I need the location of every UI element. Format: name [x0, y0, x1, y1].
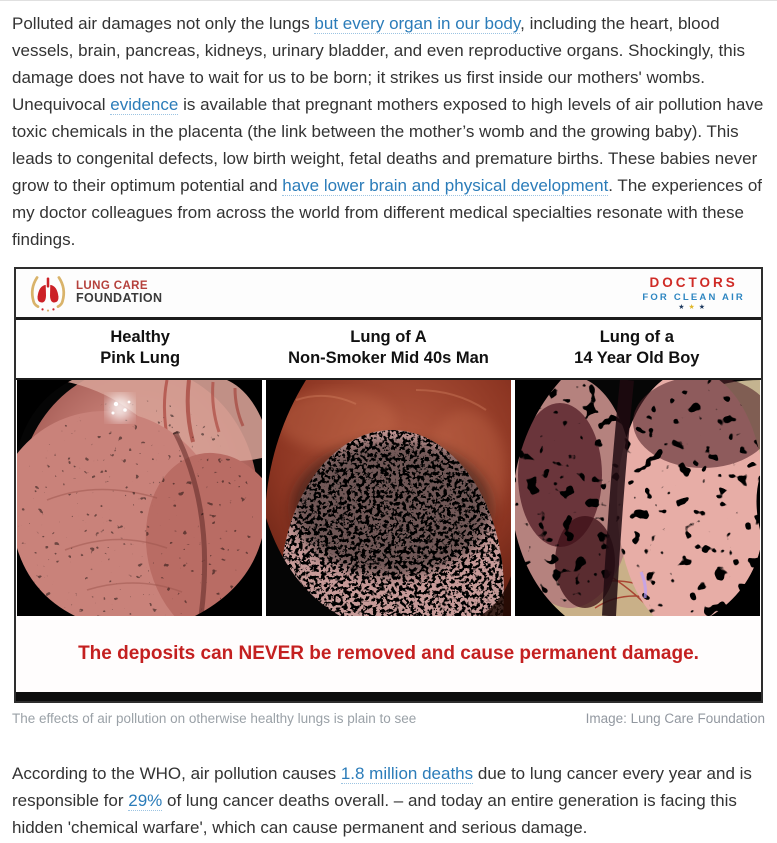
inline-link[interactable]: 29% — [128, 791, 163, 810]
inline-link[interactable]: have lower brain and physical development — [282, 176, 609, 195]
figure-header — [16, 269, 761, 320]
page-top-divider — [0, 0, 777, 1]
text-run: . The experiences of my doctor colleagues from across the world from different medical specialties resonate with these findings. — [12, 176, 763, 249]
doctors-for-clean-air-logo — [642, 275, 749, 311]
inline-link[interactable]: 1.8 million deaths — [340, 764, 474, 783]
nonsmoker-lung-photo — [266, 380, 511, 616]
star-icon: ★ — [698, 303, 710, 311]
star-icon: ★ — [678, 303, 689, 311]
lung-comparison-figure — [14, 267, 763, 703]
panel-title-line2: 14 Year Old Boy — [574, 349, 700, 367]
logo-text-foundation: FOUNDATION — [76, 291, 163, 306]
panel-titles-row — [16, 320, 761, 380]
logo-text-lung-care: LUNG CARE — [76, 279, 148, 292]
text-run: According to the WHO, air pollution causes — [12, 764, 341, 783]
article-paragraph-2 — [12, 760, 765, 841]
lung-care-foundation-logo — [28, 273, 162, 313]
star-icon: ★ — [688, 303, 699, 311]
lungs-logo-icon — [28, 273, 68, 313]
panel-title-line1: Lung of a — [599, 328, 674, 346]
figure-caption-row — [12, 711, 765, 726]
panel-title-line2: Non-Smoker Mid 40s Man — [288, 349, 489, 367]
lung-care-foundation-wordmark — [76, 280, 162, 306]
figure-caption: The effects of air pollution on otherwise healthy lungs is plain to see — [12, 711, 417, 726]
healthy-lung-photo — [17, 380, 262, 616]
image-credit: Image: Lung Care Foundation — [585, 711, 765, 726]
panel-title-nonsmoker-lung — [264, 320, 512, 378]
article-paragraph-1 — [12, 10, 765, 253]
logo-text-for-clean-air: FOR CLEAN AIR — [642, 292, 745, 303]
lung-photos-row — [16, 380, 761, 616]
panel-title-boy-lung — [513, 320, 761, 378]
text-run: Polluted air damages not only the lungs — [12, 14, 315, 33]
stars-icon — [642, 304, 745, 311]
text-run: of lung cancer deaths overall. – and today an entire generation is facing this hidden 'chemical warfare', which can cause permanent and serious damage. — [12, 791, 737, 837]
panel-title-line2: Pink Lung — [100, 349, 181, 367]
text-run: , including the heart, blood vessels, brain, pancreas, kidneys, urinary bladder, and even reproductive organs. Shockingly, this damage does not have to wait for us to be born; it strikes us first inside our mothers' wombs. Unequivocal — [12, 14, 745, 114]
panel-title-healthy-lung — [16, 320, 264, 378]
figure-bottom-bar — [16, 692, 761, 701]
text-run: is available that pregnant mothers exposed to high levels of air pollution have toxic chemicals in the placenta (the link between the mother’s womb and the growing baby). This leads to congenital defects, low birth weight, fetal deaths and premature births. These babies never grow to their optimum potential and — [12, 95, 764, 195]
panel-title-line1: Healthy — [110, 328, 170, 346]
boy-lung-photo — [515, 380, 760, 616]
panel-title-line1: Lung of A — [350, 328, 427, 346]
inline-link[interactable]: evidence — [110, 95, 179, 114]
logo-text-doctors: DOCTORS — [649, 275, 738, 291]
deposits-warning-text: The deposits can NEVER be removed and cause permanent damage. — [16, 616, 761, 692]
inline-link[interactable]: but every organ in our body — [314, 14, 521, 33]
text-run: due to lung cancer every year and is responsible for — [12, 764, 752, 810]
